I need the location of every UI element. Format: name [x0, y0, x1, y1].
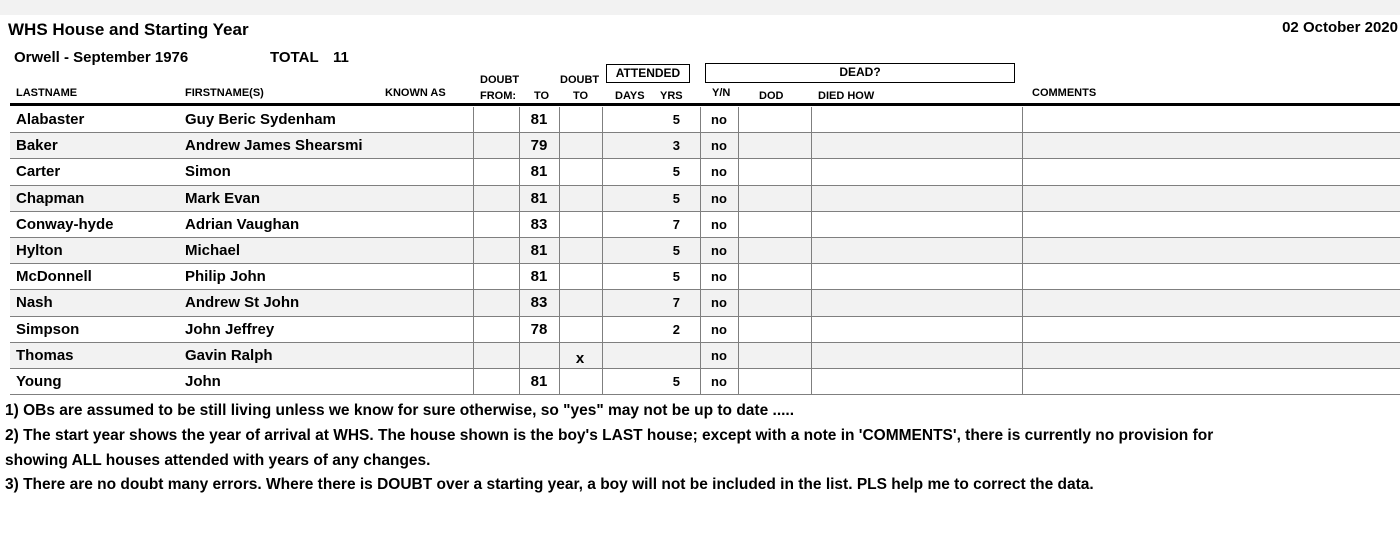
start-year-to-cell: 81	[530, 372, 548, 390]
doubt-to-cell	[559, 186, 601, 211]
column-divider	[473, 290, 474, 315]
start-year-to-cell: 78	[530, 320, 548, 338]
column-divider	[811, 343, 812, 368]
table-row	[10, 186, 1400, 212]
total-label: TOTAL	[270, 49, 319, 66]
table-row	[10, 133, 1400, 159]
header-to: TO	[534, 90, 550, 102]
column-divider	[473, 317, 474, 342]
lastname-cell: Simpson	[16, 320, 80, 338]
header-known-as: KNOWN AS	[385, 87, 446, 99]
header-yrs: YRS	[660, 90, 683, 102]
note-1: 1) OBs are assumed to be still living unless we know for sure otherwise, so "yes" may not be up to date .....	[5, 402, 795, 419]
years-attended-cell: 5	[672, 164, 680, 180]
table-row	[10, 343, 1400, 369]
start-year-to-cell	[519, 343, 559, 368]
header-rule	[10, 103, 1400, 106]
years-attended-cell	[602, 343, 680, 368]
dead-yn-cell: no	[711, 112, 727, 128]
column-divider	[738, 107, 739, 132]
column-divider	[811, 133, 812, 158]
header-died-how: DIED HOW	[818, 90, 875, 102]
column-divider	[738, 238, 739, 263]
table-row	[10, 317, 1400, 343]
doubt-to-cell	[559, 238, 601, 263]
data-table	[10, 107, 1400, 395]
column-divider	[1022, 212, 1023, 237]
column-divider	[473, 369, 474, 394]
firstnames-cell: Simon	[185, 163, 231, 181]
column-divider	[811, 317, 812, 342]
column-divider	[473, 186, 474, 211]
report-date: 02 October 2020	[1282, 19, 1398, 36]
firstnames-cell: Mark Evan	[185, 189, 261, 207]
column-divider	[473, 107, 474, 132]
column-divider	[1022, 238, 1023, 263]
firstnames-cell: John Jeffrey	[185, 320, 275, 338]
firstnames-cell: Gavin Ralph	[185, 346, 273, 364]
header-yn: Y/N	[712, 87, 731, 96]
column-divider	[1022, 290, 1023, 315]
firstnames-cell: John	[185, 372, 221, 390]
doubt-to-cell	[559, 264, 601, 289]
years-attended-cell: 7	[672, 216, 680, 232]
doubt-to-cell	[559, 159, 601, 184]
firstnames-cell: Andrew St John	[185, 294, 300, 312]
start-year-to-cell: 83	[530, 294, 548, 312]
column-divider	[738, 317, 739, 342]
doubt-to-cell	[559, 107, 601, 132]
dead-yn-cell: no	[711, 138, 727, 154]
start-year-to-cell: 81	[530, 189, 548, 207]
header-doubt-from-top: DOUBT	[480, 74, 520, 86]
years-attended-cell: 5	[672, 373, 680, 389]
header-dod: DOD	[759, 90, 784, 102]
column-divider	[473, 212, 474, 237]
dead-yn-cell: no	[711, 373, 727, 389]
table-row	[10, 107, 1400, 133]
lastname-cell: McDonnell	[16, 268, 92, 286]
header-doubt-from-bottom: FROM:	[480, 90, 517, 102]
dead-yn-cell: no	[711, 295, 727, 311]
dead-yn-cell: no	[711, 216, 727, 232]
lastname-cell: Young	[16, 372, 62, 390]
column-divider	[811, 186, 812, 211]
table-row	[10, 212, 1400, 238]
note-3: 3) There are no doubt many errors. Where there is DOUBT over a starting year, a boy will not be included in the list. PLS help me to correct the data.	[5, 476, 1094, 493]
column-divider	[473, 133, 474, 158]
years-attended-cell: 2	[672, 321, 680, 337]
doubt-to-cell	[559, 317, 601, 342]
firstnames-cell: Guy Beric Sydenham	[185, 111, 336, 129]
start-year-to-cell: 83	[530, 215, 548, 233]
column-divider	[473, 264, 474, 289]
column-divider	[738, 290, 739, 315]
column-divider	[738, 369, 739, 394]
header-dead: DEAD?	[705, 63, 1015, 83]
column-divider	[811, 238, 812, 263]
lastname-cell: Alabaster	[16, 111, 85, 129]
table-row	[10, 264, 1400, 290]
years-attended-cell: 5	[672, 112, 680, 128]
years-attended-cell: 5	[672, 190, 680, 206]
column-divider	[1022, 133, 1023, 158]
column-divider	[1022, 343, 1023, 368]
doubt-to-cell	[559, 369, 601, 394]
column-divider	[811, 290, 812, 315]
header-doubt-to-top: DOUBT	[560, 74, 600, 86]
column-divider	[473, 238, 474, 263]
table-row	[10, 159, 1400, 185]
total-value: 11	[333, 49, 349, 66]
start-year-to-cell: 79	[530, 137, 548, 155]
column-divider	[473, 159, 474, 184]
lastname-cell: Chapman	[16, 189, 85, 207]
firstnames-cell: Michael	[185, 242, 241, 260]
column-divider	[738, 212, 739, 237]
years-attended-cell: 5	[672, 269, 680, 285]
start-year-to-cell: 81	[530, 163, 548, 181]
header-days: DAYS	[615, 90, 645, 102]
column-divider	[738, 159, 739, 184]
column-divider	[811, 159, 812, 184]
firstnames-cell: Andrew James Shearsmi	[185, 137, 363, 155]
table-row	[10, 238, 1400, 264]
note-2-continued: showing ALL houses attended with years of any changes.	[5, 452, 431, 469]
table-row	[10, 290, 1400, 316]
doubt-to-cell	[559, 212, 601, 237]
start-year-to-cell: 81	[530, 242, 548, 260]
column-divider	[811, 369, 812, 394]
lastname-cell: Baker	[16, 137, 58, 155]
header-lastname: LASTNAME	[16, 87, 78, 99]
dead-yn-cell: no	[711, 269, 727, 285]
header-firstnames: FIRSTNAME(S)	[185, 87, 264, 99]
header-attended: ATTENDED	[606, 64, 690, 83]
column-divider	[1022, 264, 1023, 289]
column-divider	[1022, 107, 1023, 132]
column-divider	[473, 343, 474, 368]
header-doubt-to-bottom: TO	[573, 90, 589, 102]
column-divider	[738, 133, 739, 158]
doubt-to-cell	[559, 290, 601, 315]
lastname-cell: Carter	[16, 163, 61, 181]
years-attended-cell: 7	[672, 295, 680, 311]
dead-yn-cell: no	[711, 321, 727, 337]
house-subtitle: Orwell - September 1976	[14, 49, 189, 66]
table-row	[10, 369, 1400, 395]
page-title: WHS House and Starting Year	[8, 20, 249, 39]
lastname-cell: Nash	[16, 294, 53, 312]
column-divider	[738, 343, 739, 368]
note-2: 2) The start year shows the year of arrival at WHS. The house shown is the boy's LAST house; except with a note in 'COMMENTS', there is currently no provision for	[5, 427, 1214, 444]
firstnames-cell: Philip John	[185, 268, 266, 286]
column-divider	[1022, 159, 1023, 184]
firstnames-cell: Adrian Vaughan	[185, 215, 300, 233]
lastname-cell: Conway-hyde	[16, 215, 114, 233]
dead-yn-cell: no	[711, 164, 727, 180]
column-divider	[1022, 186, 1023, 211]
lastname-cell: Hylton	[16, 242, 63, 260]
lastname-cell: Thomas	[16, 346, 74, 364]
column-divider	[738, 264, 739, 289]
years-attended-cell: 3	[672, 138, 680, 154]
column-divider	[811, 212, 812, 237]
start-year-to-cell: 81	[530, 111, 548, 129]
column-divider	[738, 186, 739, 211]
column-divider	[811, 264, 812, 289]
dead-yn-cell: no	[711, 243, 727, 259]
column-divider	[811, 107, 812, 132]
years-attended-cell: 5	[672, 243, 680, 259]
header-comments: COMMENTS	[1032, 87, 1097, 99]
doubt-to-cell	[559, 133, 601, 158]
start-year-to-cell: 81	[530, 268, 548, 286]
column-divider	[1022, 317, 1023, 342]
dead-yn-cell: no	[711, 347, 727, 363]
column-divider	[1022, 369, 1023, 394]
dead-yn-cell: no	[711, 190, 727, 206]
top-band	[0, 0, 1400, 15]
doubt-to-cell: x	[575, 349, 585, 367]
